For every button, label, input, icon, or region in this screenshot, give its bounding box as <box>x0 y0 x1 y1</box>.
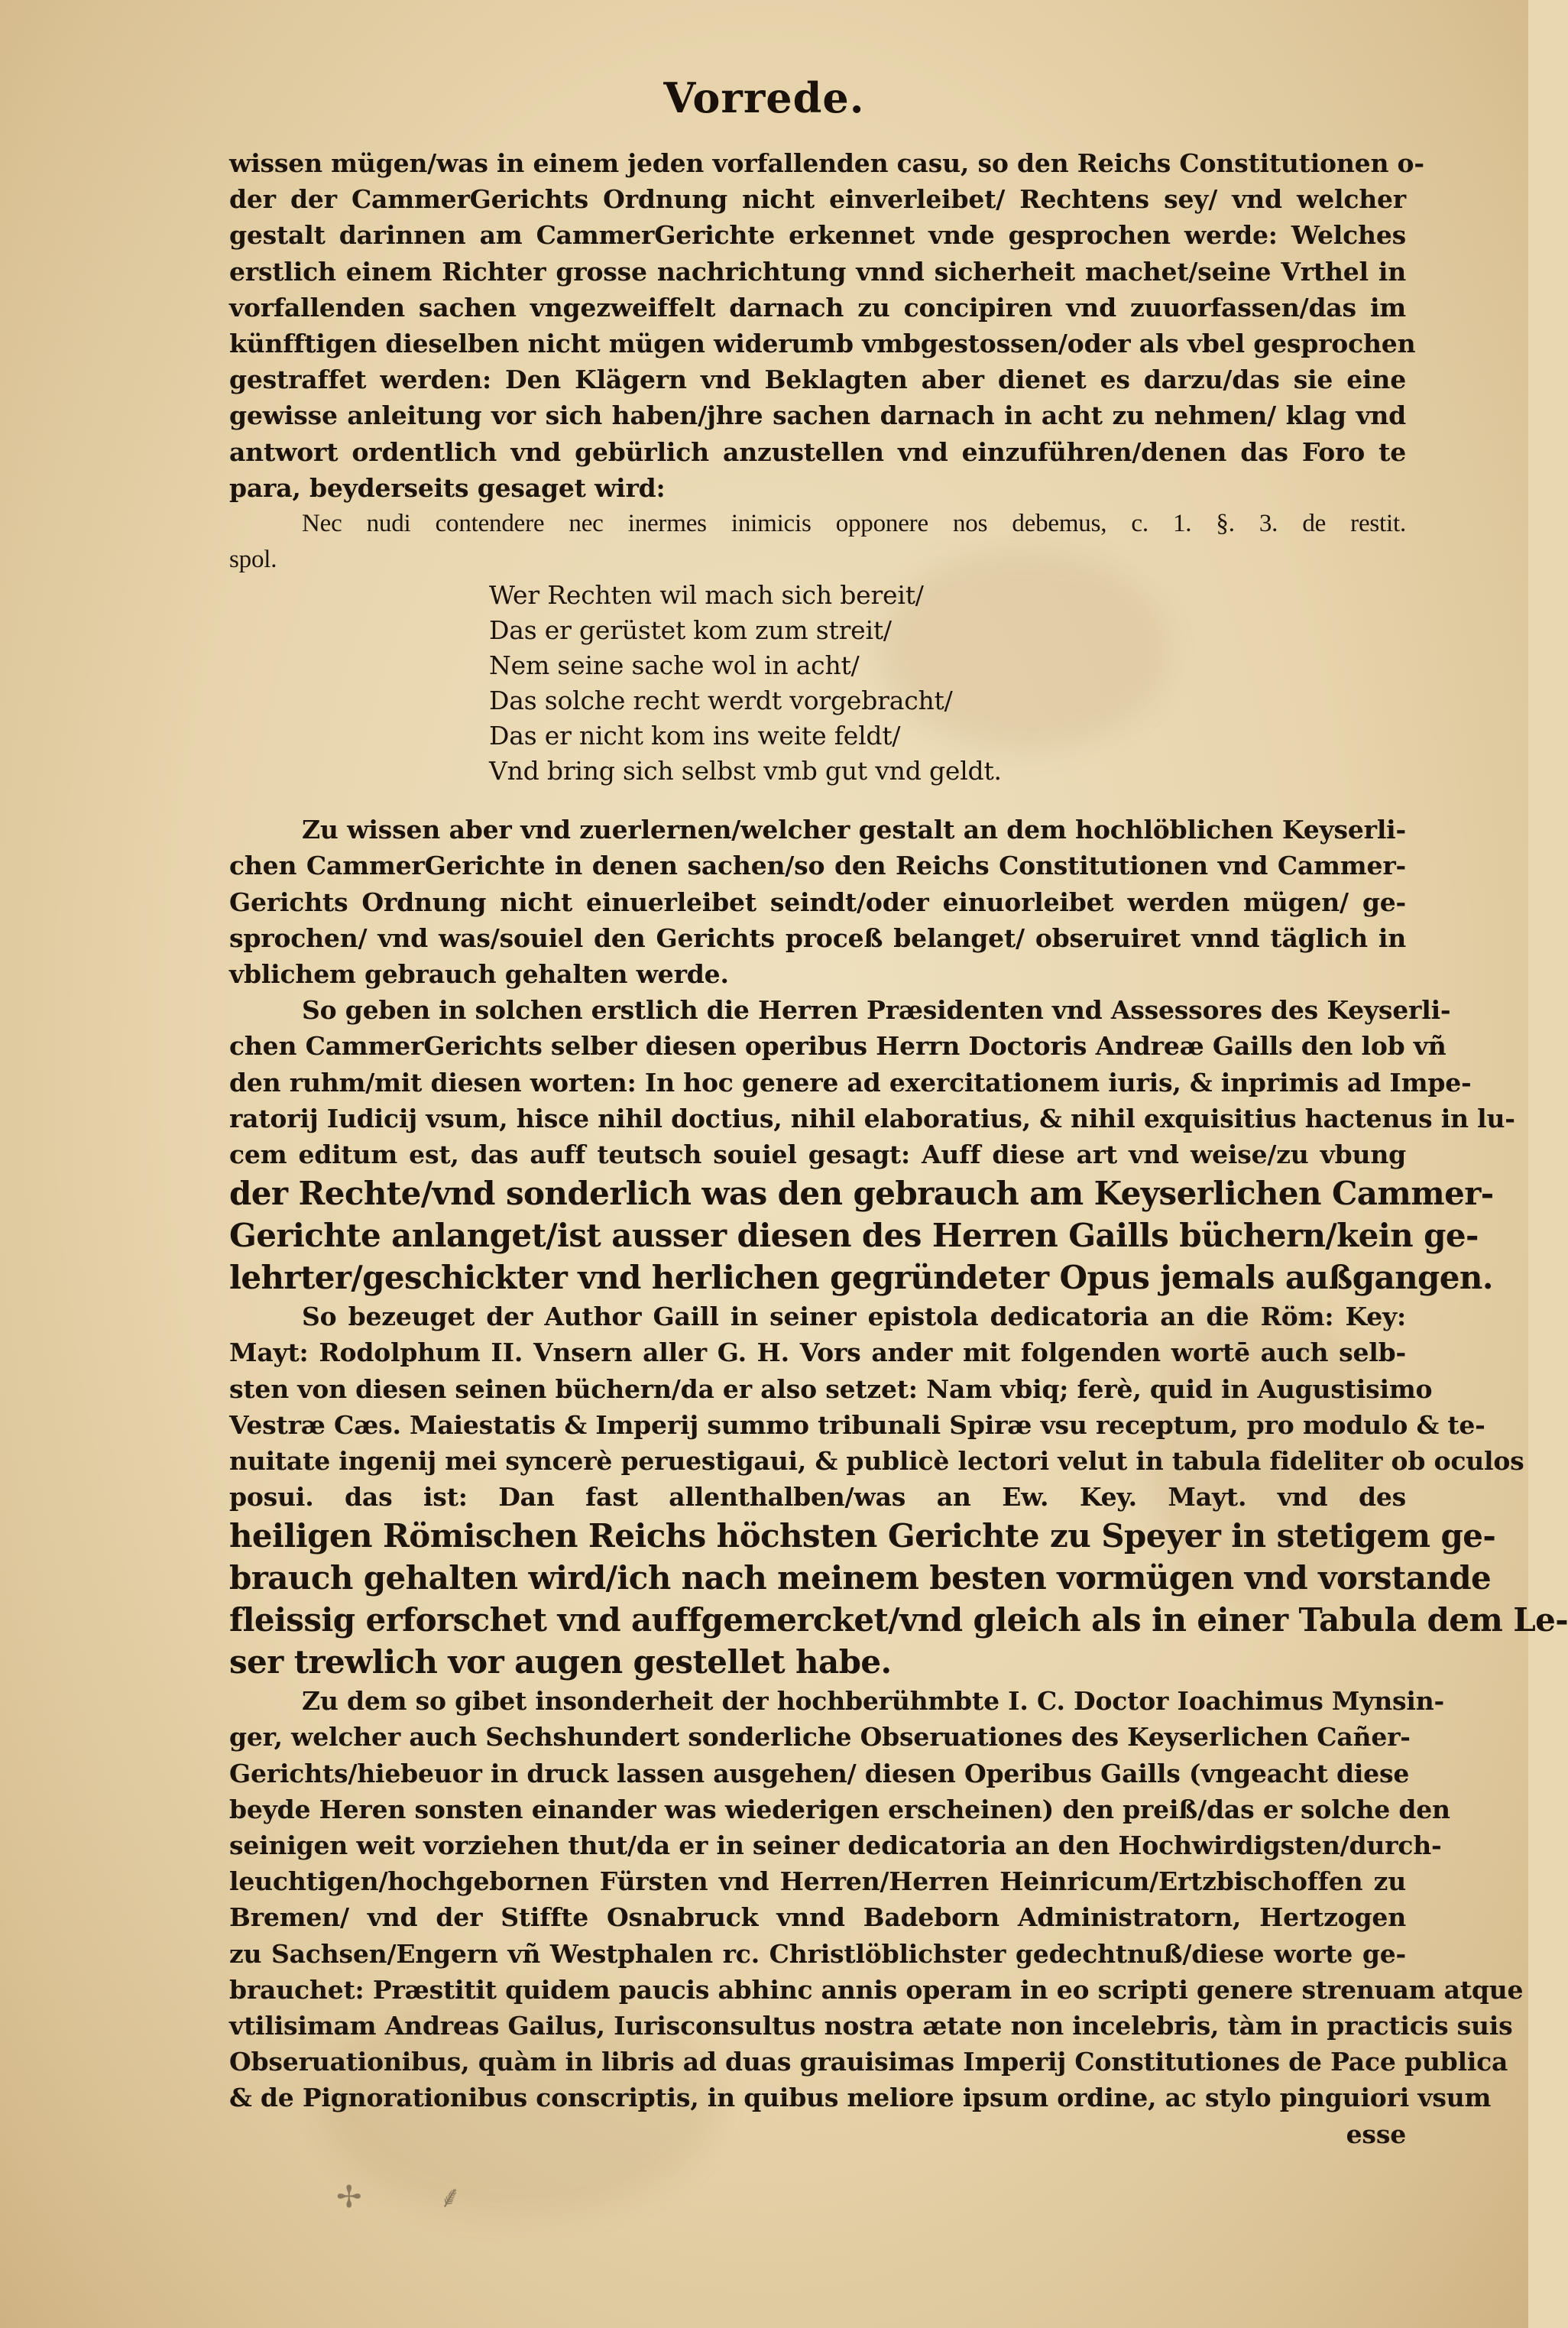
main-text <box>229 145 1568 2152</box>
text-line: vblichem gebrauch gehalten werde. <box>229 959 729 989</box>
text-line: ger, welcher auch Sechshundert sonderliche Obseruationes des Keyserlichen Cañer- <box>229 1722 1411 1752</box>
text-line: gestraffet werden: Den Klägern vnd Beklagten aber dienet es darzu/das sie eine <box>229 365 1406 395</box>
text-line: den ruhm/mit diesen worten: In hoc genere ad exercitationem iuris, & inprimis ad Impe- <box>229 1067 1472 1098</box>
catchword: esse <box>1346 2119 1406 2149</box>
text-line: künfftigen dieselben nicht mügen widerumb vmbgestossen/oder als vbel gesprochen <box>229 328 1416 358</box>
text-line: Nec nudi contendere nec inermes inimicis opponere nos debemus, c. 1. §. 3. de restit. <box>302 509 1406 537</box>
verse-line: Nem seine sache wol in acht/ <box>489 650 860 681</box>
paragraph-1 <box>229 145 1424 506</box>
text-line: wissen mügen/was in einem jeden vorfallenden casu, so den Reichs Constitutionen o- <box>229 148 1424 178</box>
text-line: seinigen weit vorziehen thut/da er in seiner dedicatoria an den Hochwirdigsten/durch- <box>229 1830 1442 1860</box>
paragraph-3 <box>229 992 1515 1299</box>
text-line: & de Pignorationibus conscriptis, in quibus meliore ipsum ordine, ac stylo pinguiori vsum <box>229 2083 1492 2113</box>
text-line: Gerichts/hiebeuor in druck lassen ausgehen/ diesen Operibus Gaills (vngeacht diese <box>229 1758 1410 1788</box>
text-line: erstlich einem Richter grosse nachrichtung vnnd sicherheit machet/seine Vrthel in <box>229 256 1406 287</box>
text-line: chen CammerGerichte in denen sachen/so den Reichs Constitutionen vnd Cammer- <box>229 851 1406 881</box>
text-line: sprochen/ vnd was/souiel den Gerichts proceß belanget/ obseruiret vnnd täglich in <box>229 922 1406 953</box>
text-line: zu Sachsen/Engern vñ Westphalen rc. Christlöblichster gedechtnuß/diese worte ge- <box>229 1938 1406 1969</box>
verse-line: Das solche recht werdt vorgebracht/ <box>489 686 953 716</box>
text-line: Vestræ Cæs. Maiestatis & Imperij summo tribunali Spiræ vsu receptum, pro modulo & te- <box>229 1409 1485 1440</box>
verse-line: Das er nicht kom ins weite feldt/ <box>489 721 901 751</box>
text-line: beyde Heren sonsten einander was wiederigen erscheinen) den preiß/das er solche den <box>229 1794 1450 1824</box>
verse-line: Wer Rechten wil mach sich bereit/ <box>489 580 924 611</box>
text-line: posui. das ist: Dan fast allenthalben/was an Ew. Key. Mayt. vnd des <box>229 1482 1406 1513</box>
verse-line: Vnd bring sich selbst vmb gut vnd geldt. <box>489 756 1002 786</box>
text-line: ratorij Iudicij vsum, hisce nihil doctius, nihil elaboratius, & nihil exquisitius hactenus in lu- <box>229 1103 1515 1133</box>
text-line: So bezeuget der Author Gaill in seiner epistola dedicatoria an die Röm: Key: <box>302 1302 1406 1332</box>
text-line: para, beyderseits gesaget wird: <box>229 472 666 503</box>
ink-marks: ✢ ⸙ <box>336 2180 496 2215</box>
text-line-large: brauch gehalten wird/ich nach meinem besten vormügen vnd vorstande <box>229 1559 1492 1597</box>
text-line: Zu dem so gibet insonderheit der hochberühmbte I. C. Doctor Ioachimus Mynsin- <box>302 1686 1445 1717</box>
text-line: antwort ordentlich vnd gebürlich anzustellen vnd einzuführen/denen das Foro te <box>229 436 1406 467</box>
text-line-large: lehrter/geschickter vnd herlichen gegründeter Opus jemals außgangen. <box>229 1259 1493 1297</box>
text-line: Obseruationibus, quàm in libris ad duas grauisimas Imperij Constitutiones de Pace publica <box>229 2047 1508 2077</box>
paragraph-2 <box>229 812 1406 992</box>
text-line: vtilisimam Andreas Gailus, Iurisconsultus nostra ætate non incelebris, tàm in practicis suis <box>229 2010 1513 2041</box>
paragraph-5 <box>229 1683 1524 2151</box>
latin-quote <box>229 506 1406 578</box>
text-line-large: der Rechte/vnd sonderlich was den gebrauch am Keyserlichen Cammer- <box>229 1175 1494 1213</box>
verse-block <box>489 578 1177 789</box>
text-line: chen CammerGerichts selber diesen operibus Herrn Doctoris Andreæ Gaills den lob vñ <box>229 1031 1447 1062</box>
text-line: cem editum est, das auff teutsch souiel gesagt: Auff diese art vnd weise/zu vbung <box>229 1139 1406 1169</box>
verse-line: Das er gerüstet kom zum streit/ <box>489 615 892 646</box>
text-line: So geben in solchen erstlich die Herren Præsidenten vnd Assessores des Keyserli- <box>302 995 1451 1026</box>
running-head: Vorrede. <box>663 73 865 122</box>
text-line: Gerichts Ordnung nicht einuerleibet seindt/oder einuorleibet werden mügen/ ge- <box>229 887 1406 917</box>
text-line: leuchtigen/hochgebornen Fürsten vnd Herren/Herren Heinricum/Ertzbischoffen zu <box>229 1866 1406 1897</box>
paragraph-4 <box>229 1299 1568 1683</box>
text-line-large: heiligen Römischen Reichs höchsten Gerichte zu Speyer in stetigem ge- <box>229 1517 1496 1555</box>
text-line: Mayt: Rodolphum II. Vnsern aller G. H. Vors ander mit folgenden wortē auch selb- <box>229 1337 1406 1368</box>
text-line: nuitate ingenij mei syncerè peruestigaui, & publicè lectori velut in tabula fideliter ob oculos <box>229 1445 1524 1476</box>
text-line: Zu wissen aber vnd zuerlernen/welcher gestalt an dem hochlöblichen Keyserli- <box>302 815 1406 845</box>
text-line: sten von diesen seinen büchern/da er also setzet: Nam vbiq; ferè, quid in Augustisimo <box>229 1373 1433 1404</box>
text-line: brauchet: Præstitit quidem paucis abhinc annis operam in eo scripti genere strenuam atque <box>229 1974 1524 2005</box>
text-line-large: Gerichte anlanget/ist ausser diesen des Herren Gaills büchern/kein ge- <box>229 1217 1479 1255</box>
text-line: gestalt darinnen am CammerGerichte erkennet vnde gesprochen werde: Welches <box>229 220 1406 251</box>
text-line: gewisse anleitung vor sich haben/jhre sachen darnach in acht zu nehmen/ klag vnd <box>229 400 1406 431</box>
text-line: spol. <box>229 546 277 574</box>
text-line-large: fleissig erforschet vnd auffgemercket/vnd gleich als in einer Tabula dem Le- <box>229 1601 1568 1639</box>
text-line: Bremen/ vnd der Stiffte Osnabruck vnnd Badeborn Administratorn, Hertzogen <box>229 1902 1406 1933</box>
text-line: vorfallenden sachen vngezweiffelt darnach zu concipiren vnd zuuorfassen/das im <box>229 292 1406 323</box>
text-line-large: ser trewlich vor augen gestellet habe. <box>229 1643 892 1681</box>
text-line: der der CammerGerichts Ordnung nicht einverleibet/ Rechtens sey/ vnd welcher <box>229 184 1406 215</box>
